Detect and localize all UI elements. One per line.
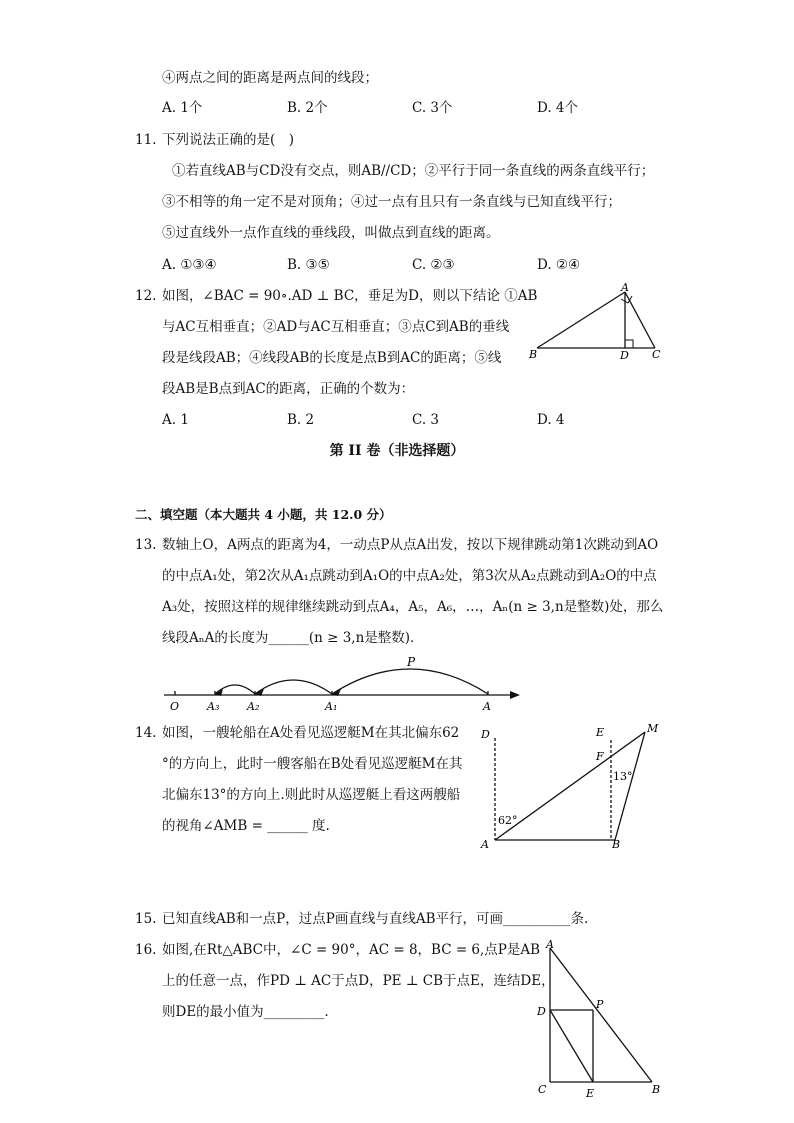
q11-line2: ③不相等的角一定不是对顶角；④过一点有且只有一条直线与已知直线平行； [162, 194, 621, 210]
q12-segment-ba [537, 292, 625, 348]
q16-label-p: P [596, 998, 604, 1011]
q12-figure [525, 282, 670, 362]
q13-line4: 线段AₙA的长度为______(n ≥ 3,n是整数)． [162, 630, 424, 646]
q13-axis-arrow [510, 691, 520, 699]
q16-label-a: A [546, 938, 554, 951]
q10-option-a[interactable]: A. 1个 [162, 100, 203, 116]
q14-number: 14. [135, 725, 157, 741]
q16-number: 16. [135, 942, 157, 958]
q11-stem: 下列说法正确的是( ) [162, 132, 295, 148]
q16-label-c: C [538, 1083, 547, 1096]
q16-line1: 如图,在Rt△ABC中，∠C = 90°，AC = 8，BC = 6,点P是AB [162, 942, 541, 958]
q14-label-f: F [596, 750, 604, 763]
q14-label-m: M [647, 722, 659, 735]
part2-title: 第 II 卷（非选择题） [329, 443, 465, 459]
q13-label-p: P [407, 655, 416, 669]
q12-line2: 与AC互相垂直；②AD与AC互相垂直；③点C到AB的垂线 [162, 319, 510, 335]
q14-line4: 的视角∠AMB = ______ 度. [162, 818, 330, 834]
q16-figure [530, 938, 670, 1100]
q14-line2: °的方向上，此时一艘客船在B处看见巡逻艇M在其 [162, 756, 463, 772]
q10-item4: ④两点之间的距离是两点间的线段； [162, 70, 378, 86]
q13-line1: 数轴上O，A两点的距离为4，一动点P从点A出发，按以下规律跳动第1次跳动到AO [162, 537, 659, 553]
q13-label-a: A [483, 700, 491, 713]
q14-label-a: A [481, 838, 489, 851]
q13-label-a1: A₁ [325, 700, 338, 713]
q13-line2: 的中点A₁处，第2次从A₁点跳动到A₁O的中点A₂处，第3次从A₂点跳动到A₂O的中点 [162, 568, 657, 584]
q13-label-a2: A₂ [247, 700, 260, 713]
q13-label-o: O [170, 700, 180, 713]
q11-option-a[interactable]: A. ①③④ [162, 257, 217, 273]
q14-segment-am [495, 732, 645, 840]
q12-right-angle-d [625, 340, 633, 348]
section2-title: 二、填空题（本大题共 4 小题，共 12.0 分） [135, 507, 392, 522]
q12-option-c[interactable]: C. 3 [412, 412, 440, 428]
q14-label-b: B [612, 838, 621, 851]
q12-line3: 段是线段AB；④线段AB的长度是点B到AC的距离；⑤线 [162, 350, 502, 366]
q10-option-b[interactable]: B. 2个 [287, 100, 328, 116]
q15-number: 15. [135, 911, 157, 927]
q12-option-d[interactable]: D. 4 [537, 412, 565, 428]
q11-line1: ①若直线AB与CD没有交点，则AB//CD；②平行于同一条直线的两条直线平行； [172, 163, 655, 179]
q12-option-a[interactable]: A. 1 [162, 412, 189, 428]
q10-option-c[interactable]: C. 3个 [412, 100, 453, 116]
q12-label-b: B [529, 348, 538, 361]
q16-label-d: D [537, 1005, 546, 1018]
q16-line3: 则DE的最小值为_________. [162, 1004, 329, 1020]
q11-option-d[interactable]: D. ②④ [537, 257, 581, 273]
q11-option-b[interactable]: B. ③⑤ [287, 257, 330, 273]
q13-label-a3: A₃ [207, 700, 220, 713]
q10-option-d[interactable]: D. 4个 [537, 100, 579, 116]
q11-line3: ⑤过直线外一点作直线的垂线段，叫做点到直线的距离。 [162, 225, 500, 241]
q13-line3: A₃处，按照这样的规律继续跳动到点A₄，A₅，A₆，…，Aₙ(n ≥ 3,n是整数)处，那么 [162, 599, 664, 615]
q16-line2: 上的任意一点，作PD ⊥ AC于点D，PE ⊥ CB于点E，连结DE， [162, 973, 555, 989]
q13-arc-2 [255, 680, 332, 694]
q13-number: 13. [135, 537, 157, 553]
q12-option-b[interactable]: B. 2 [287, 412, 315, 428]
q14-figure [475, 718, 675, 858]
q12-label-a: A [621, 282, 629, 294]
q16-segment-ab [550, 948, 652, 1082]
q11-number: 11. [135, 132, 157, 148]
q16-label-b: B [652, 1083, 661, 1096]
q13-number-line [160, 652, 530, 714]
q16-segment-de [550, 1010, 593, 1082]
q13-arc-1 [332, 669, 488, 694]
q11-option-c[interactable]: C. ②③ [412, 257, 455, 273]
q14-line1: 如图，一艘轮船在A处看见巡逻艇M在其北偏东62 [162, 725, 460, 741]
q15-line1: 已知直线AB和一点P，过点P画直线与直线AB平行，可画__________条. [162, 911, 589, 927]
q16-label-e: E [586, 1087, 595, 1100]
q14-line3: 北偏东13°的方向上.则此时从巡逻艇上看这两艘船 [162, 787, 461, 803]
q12-line1: 如图，∠BAC = 90∘.AD ⊥ BC，垂足为D，则以下结论 ①AB [162, 288, 538, 304]
q14-angle-13: 13° [613, 770, 633, 783]
q12-line4: 段AB是B点到AC的距离，正确的个数为： [162, 381, 415, 397]
q14-angle-62: 62° [498, 814, 518, 827]
q14-label-d: D [481, 728, 490, 741]
q12-label-c: C [652, 348, 661, 361]
q14-segment-bm [615, 732, 645, 840]
q12-number: 12. [135, 288, 157, 304]
q14-label-e: E [596, 726, 605, 739]
q12-label-d: D [620, 349, 629, 362]
